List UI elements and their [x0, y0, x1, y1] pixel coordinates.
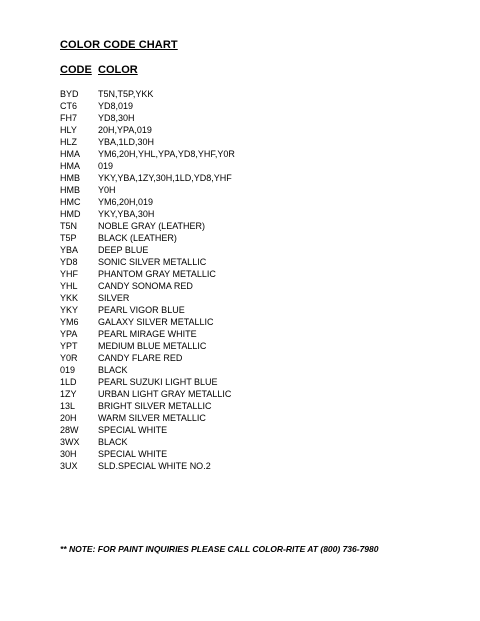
color-name: 20H,YPA,019	[98, 125, 152, 135]
color-name: PEARL VIGOR BLUE	[98, 305, 185, 315]
color-name: GALAXY SILVER METALLIC	[98, 317, 214, 327]
table-row	[60, 124, 460, 136]
color-code: HLZ	[60, 137, 78, 147]
color-name: SILVER	[98, 293, 130, 303]
color-code: YD8	[60, 257, 78, 267]
color-code-list	[60, 88, 460, 472]
color-name: BLACK	[98, 437, 128, 447]
color-name: Y0H	[98, 185, 116, 195]
table-row	[60, 148, 460, 160]
color-code: T5P	[60, 233, 77, 243]
color-name: BLACK (LEATHER)	[98, 233, 177, 243]
color-name: SONIC SILVER METALLIC	[98, 257, 207, 267]
color-name: T5N,T5P,YKK	[98, 89, 154, 99]
table-row	[60, 196, 460, 208]
color-code: 30H	[60, 449, 77, 459]
color-name: YD8,019	[98, 101, 134, 111]
color-code: BYD	[60, 89, 79, 99]
table-row	[60, 304, 460, 316]
color-name: BRIGHT SILVER METALLIC	[98, 401, 212, 411]
color-code: 20H	[60, 413, 77, 423]
table-row	[60, 112, 460, 124]
table-row	[60, 232, 460, 244]
color-name: SPECIAL WHITE	[98, 425, 168, 435]
color-code: 1LD	[60, 377, 77, 387]
color-name: CANDY FLARE RED	[98, 353, 183, 363]
color-name: YKY,YBA,30H	[98, 209, 155, 219]
color-code: 3UX	[60, 461, 78, 471]
table-row	[60, 460, 460, 472]
color-code: HMA	[60, 149, 80, 159]
color-code: YHF	[60, 269, 78, 279]
table-row	[60, 352, 460, 364]
table-row	[60, 172, 460, 184]
table-row	[60, 208, 460, 220]
color-name: PEARL SUZUKI LIGHT BLUE	[98, 377, 218, 387]
table-row	[60, 280, 460, 292]
color-code: YKY	[60, 305, 79, 315]
color-name: SPECIAL WHITE	[98, 449, 168, 459]
table-row	[60, 448, 460, 460]
table-row	[60, 424, 460, 436]
color-code: 28W	[60, 425, 79, 435]
table-row	[60, 160, 460, 172]
table-row	[60, 100, 460, 112]
color-name: PHANTOM GRAY METALLIC	[98, 269, 216, 279]
color-code: YKK	[60, 293, 79, 303]
color-code: YPA	[60, 329, 78, 339]
table-row	[60, 220, 460, 232]
color-code: HMC	[60, 197, 81, 207]
color-code: Y0R	[60, 353, 78, 363]
page-title: COLOR CODE CHART	[60, 39, 178, 51]
color-code: YPT	[60, 341, 78, 351]
table-row	[60, 136, 460, 148]
table-row	[60, 328, 460, 340]
color-code: 1ZY	[60, 389, 77, 399]
table-row	[60, 292, 460, 304]
color-code: T5N	[60, 221, 78, 231]
color-code: 13L	[60, 401, 76, 411]
table-row	[60, 364, 460, 376]
color-code: HMB	[60, 173, 80, 183]
color-name: YD8,30H	[98, 113, 135, 123]
color-code: YM6	[60, 317, 79, 327]
color-name: YKY,YBA,1ZY,30H,1LD,YD8,YHF	[98, 173, 232, 183]
table-row	[60, 376, 460, 388]
paint-inquiry-note: ** NOTE: FOR PAINT INQUIRIES PLEASE CALL COLOR-RITE AT (800) 736-7980	[60, 544, 379, 554]
table-row	[60, 256, 460, 268]
color-name: DEEP BLUE	[98, 245, 149, 255]
color-column-header: COLOR	[98, 64, 138, 76]
color-code: HMB	[60, 185, 80, 195]
color-name: CANDY SONOMA RED	[98, 281, 193, 291]
color-code: YHL	[60, 281, 78, 291]
color-name: PEARL MIRAGE WHITE	[98, 329, 197, 339]
table-row	[60, 268, 460, 280]
color-name: URBAN LIGHT GRAY METALLIC	[98, 389, 232, 399]
color-code: HMD	[60, 209, 81, 219]
table-row	[60, 316, 460, 328]
table-row	[60, 340, 460, 352]
color-code: HMA	[60, 161, 80, 171]
color-code: YBA	[60, 245, 79, 255]
color-name: YBA,1LD,30H	[98, 137, 155, 147]
table-row	[60, 412, 460, 424]
table-row	[60, 436, 460, 448]
table-row	[60, 400, 460, 412]
color-code: FH7	[60, 113, 78, 123]
color-name: WARM SILVER METALLIC	[98, 413, 206, 423]
table-row	[60, 88, 460, 100]
color-code: 019	[60, 365, 76, 375]
table-row	[60, 388, 460, 400]
color-code: 3WX	[60, 437, 80, 447]
color-code: HLY	[60, 125, 77, 135]
color-name: SLD.SPECIAL WHITE NO.2	[98, 461, 211, 471]
table-row	[60, 184, 460, 196]
color-name: BLACK	[98, 365, 128, 375]
color-name: YM6,20H,YHL,YPA,YD8,YHF,Y0R	[98, 149, 235, 159]
code-column-header: CODE	[60, 64, 92, 76]
color-code: CT6	[60, 101, 78, 111]
color-name: NOBLE GRAY (LEATHER)	[98, 221, 206, 231]
color-name: YM6,20H,019	[98, 197, 154, 207]
color-name: 019	[98, 161, 114, 171]
color-name: MEDIUM BLUE METALLIC	[98, 341, 207, 351]
table-row	[60, 244, 460, 256]
